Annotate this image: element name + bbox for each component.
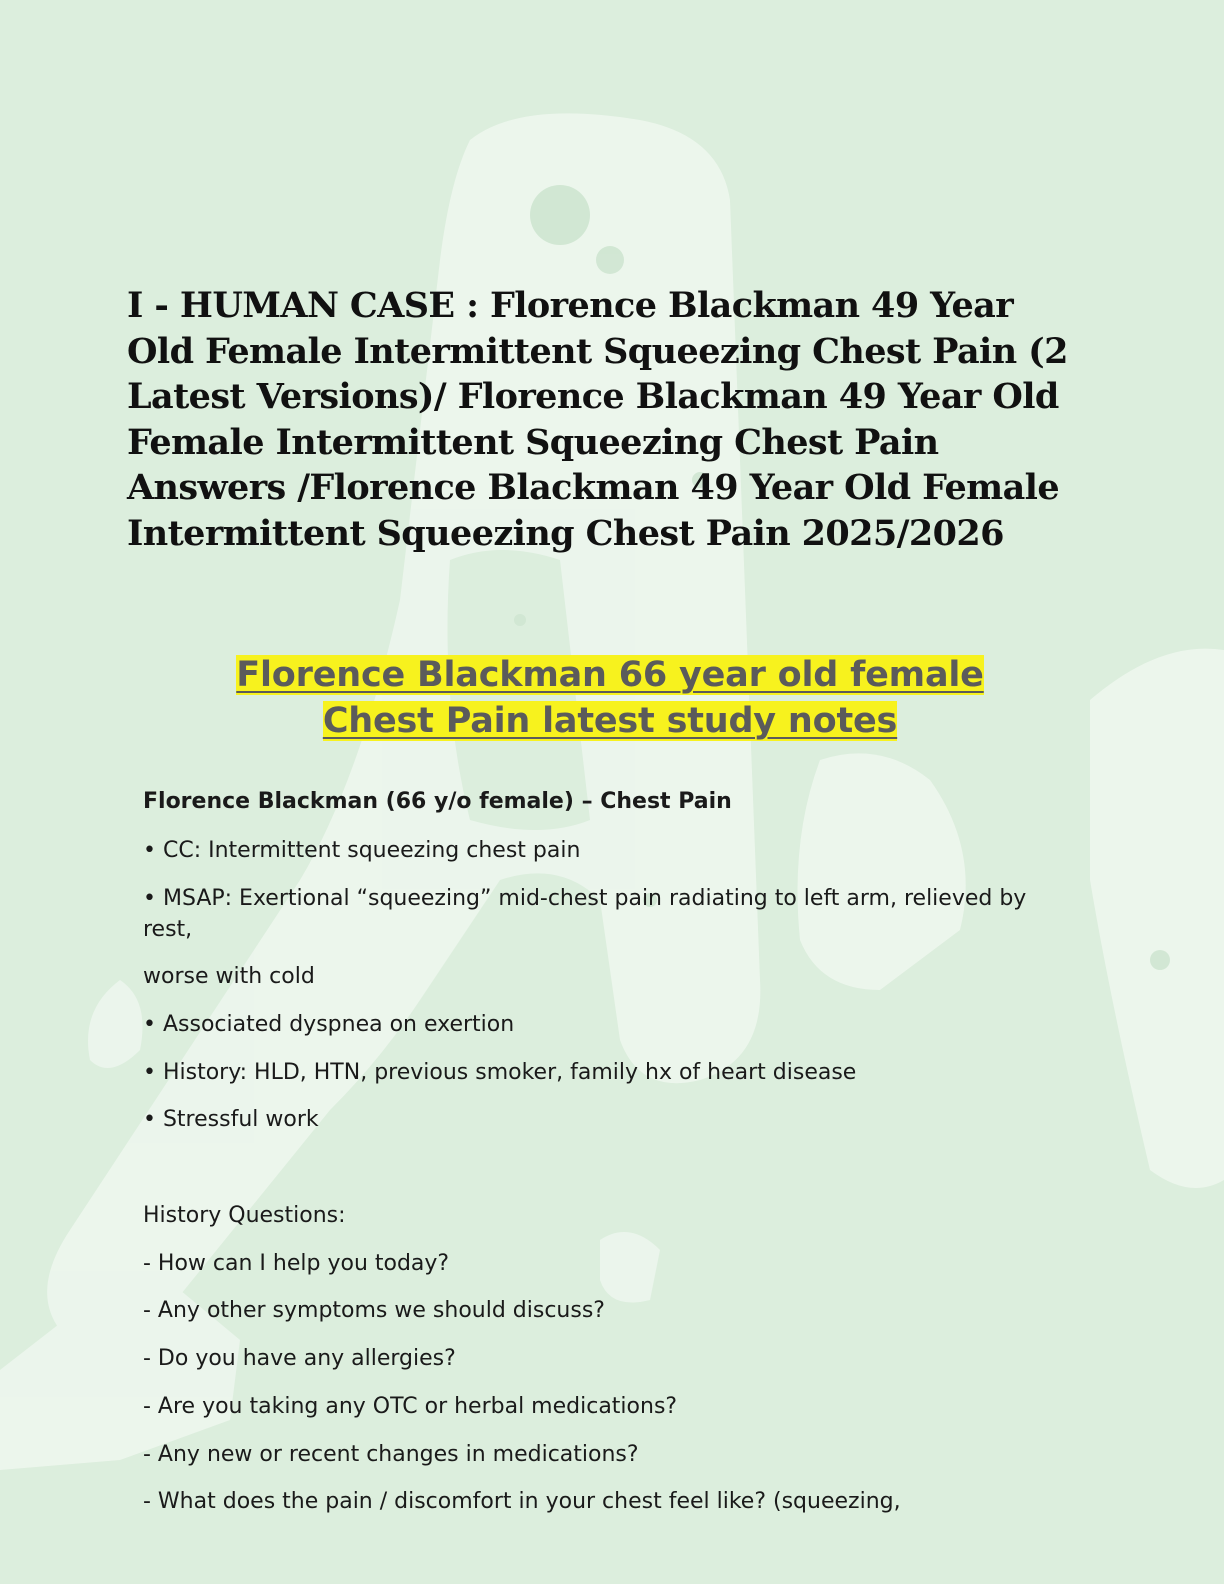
question-4: - Are you taking any OTC or herbal medications? xyxy=(143,1394,678,1419)
question-5: - Any new or recent changes in medications? xyxy=(143,1442,639,1467)
bullet-stress: • Stressful work xyxy=(143,1107,319,1132)
question-1: - How can I help you today? xyxy=(143,1251,450,1276)
bullet-msap-continued: worse with cold xyxy=(143,964,315,989)
bullet-cc: • CC: Intermittent squeezing chest pain xyxy=(143,838,581,863)
document-title: I - HUMAN CASE : Florence Blackman 49 Year Old Female Intermittent Squeezing Chest Pain (2 Latest Versions)/ Florence Blackman 49 Year Old Female Intermittent Squeezing Chest Pain Answers /Florence Blackman 49 Year Old Female Intermittent Squeezing Chest Pain 2025/2026 xyxy=(127,285,1068,554)
subtitle-line-1: Florence Blackman 66 year old female xyxy=(236,655,984,695)
subtitle xyxy=(130,652,1090,744)
history-heading: History Questions: xyxy=(143,1203,346,1228)
bullet-dyspnea: • Associated dyspnea on exertion xyxy=(143,1012,515,1037)
bullet-history: • History: HLD, HTN, previous smoker, family hx of heart disease xyxy=(143,1060,857,1085)
question-2: - Any other symptoms we should discuss? xyxy=(143,1298,605,1323)
bullet-msap: • MSAP: Exertional “squeezing” mid-chest pain radiating to left arm, relieved by rest, xyxy=(143,886,1027,942)
question-3: - Do you have any allergies? xyxy=(143,1346,456,1371)
subtitle-line-2: Chest Pain latest study notes xyxy=(322,701,898,741)
case-heading: Florence Blackman (66 y/o female) – Chest Pain xyxy=(143,789,732,814)
question-6: - What does the pain / discomfort in your chest feel like? (squeezing, xyxy=(143,1489,901,1514)
